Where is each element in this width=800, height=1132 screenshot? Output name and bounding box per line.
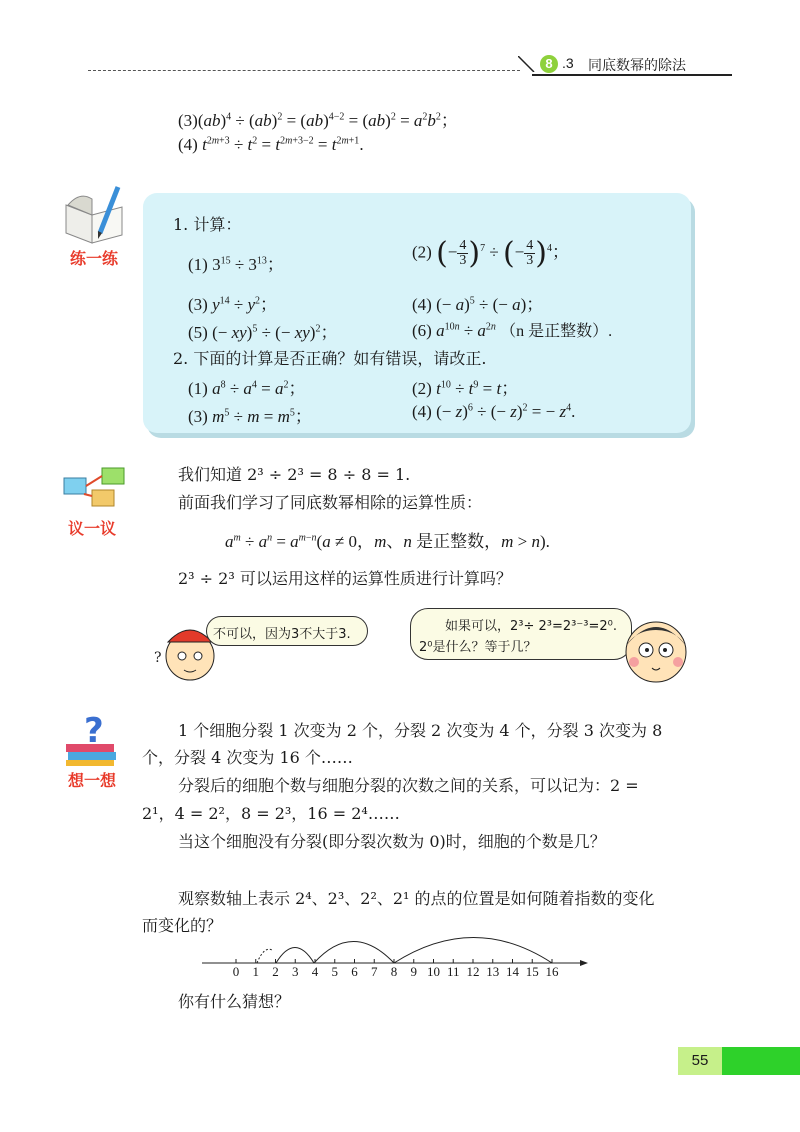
number-line-tick-label: 16 xyxy=(545,964,559,979)
number-line-tick-label: 13 xyxy=(486,964,500,979)
discuss-text-2: 前面我们学习了同底数幂相除的运算性质： xyxy=(178,493,483,512)
think-p3: 当这个细胞没有分裂(即分裂次数为 0)时，细胞的个数是几？ xyxy=(178,832,606,851)
number-line-tick-label: 9 xyxy=(410,964,417,979)
practice-q2: 2. 下面的计算是否正确？如有错误，请改正. xyxy=(173,349,487,368)
practice-label: 练一练 xyxy=(70,249,119,268)
number-line-tick-label: 5 xyxy=(331,964,338,979)
section-title: 同底数幂的除法 xyxy=(588,58,686,74)
think-label: 想一想 xyxy=(68,771,117,790)
number-line-tick-label: 2 xyxy=(272,964,279,979)
number-line-tick-label: 10 xyxy=(427,964,440,979)
think-p1b: 个，分裂 4 次变为 16 个…… xyxy=(142,748,353,767)
header-rule xyxy=(88,70,520,71)
think-p2a: 分裂后的细胞个数与细胞分裂的次数之间的关系，可以记为：2 = xyxy=(178,776,639,795)
number-line-labels xyxy=(198,964,590,980)
number-line-tick-label: 6 xyxy=(351,964,358,979)
practice-item-6: (6) $a^{10n} \div a^{2n}$ （n 是正整数）. xyxy=(412,321,613,340)
practice-item-1: (1) $3^{15} \div 3^{13}$； xyxy=(188,255,284,274)
example-line-3: $(3)(ab)^4 \div (ab)^2 = (ab)^{4-2} = (ab)^2 = a^2b^2$； xyxy=(178,111,458,130)
think-p5: 你有什么猜想？ xyxy=(178,992,291,1011)
bubble-left: 不可以，因为3不大于3. xyxy=(206,616,368,646)
section-number-suffix: .3 xyxy=(562,55,574,71)
number-line-tick-label: 15 xyxy=(525,964,539,979)
discuss-formula: $a^m \div a^n = a^{m-n}(a \ne 0$，m、n 是正整数，m > n). xyxy=(225,532,550,551)
number-line-tick-label: 14 xyxy=(506,964,519,979)
discuss-text-1: 我们知道 2³ ÷ 2³ = 8 ÷ 8 = 1. xyxy=(178,465,411,484)
practice-check-4: (4) (− z)$^6$ ÷ (− z)$^2$ = − $z^4$. xyxy=(412,402,576,421)
section-number-badge: 8 xyxy=(540,55,558,73)
number-line-tick-label: 12 xyxy=(466,964,480,979)
practice-item-2: (2) (− $\frac{4}{3}$ )$^7$ ÷ (− $\frac{4}{3}$ )$^4$； xyxy=(412,236,569,271)
computers-icon xyxy=(62,464,130,514)
notebook-pencil-icon xyxy=(62,185,132,247)
example-line-4: (4) $t^{2m+3} \div t^2 = t^{2m+3-2} = t^{2m+1}$. xyxy=(178,135,364,154)
practice-item-5: (5) (− xy)$^5$ ÷ (− xy)$^2$； xyxy=(188,323,338,342)
practice-item-4: (4) (− a)$^5$ ÷ (− a)； xyxy=(412,295,544,314)
think-p1a: 1 个细胞分裂 1 次变为 2 个，分裂 2 次变为 4 个，分裂 3 次变为 8 xyxy=(178,721,663,740)
svg-text:?: ? xyxy=(84,711,104,751)
practice-q1: 1. 计算： xyxy=(173,215,242,234)
practice-check-3: (3) $m^5 \div m = m^5$； xyxy=(188,407,312,426)
header-slant xyxy=(518,56,538,72)
number-line-tick-label: 3 xyxy=(292,964,299,979)
books-question-icon xyxy=(62,708,122,768)
svg-text:?: ? xyxy=(154,650,162,666)
number-line-tick-label: 4 xyxy=(311,964,319,979)
think-p4a: 观察数轴上表示 2⁴、2³、2²、2¹ 的点的位置是如何随着指数的变化 xyxy=(178,889,655,908)
practice-check-1: (1) $a^8 \div a^4 = a^2$； xyxy=(188,379,306,398)
student-right-icon xyxy=(618,608,694,688)
think-p2b: 2¹，4 = 2²，8 = 2³，16 = 2⁴…… xyxy=(142,804,400,823)
bubble-right: 如果可以，2³÷ 2³=2³⁻³=2⁰. 2⁰是什么？等于几？ xyxy=(410,608,632,660)
discuss-text-3: 2³ ÷ 2³ 可以运用这样的运算性质进行计算吗？ xyxy=(178,569,512,588)
page-number: 55 xyxy=(678,1047,722,1075)
practice-item-3: (3) $y^{14} \div y^2$； xyxy=(188,295,278,314)
number-line-tick-label: 11 xyxy=(446,964,460,979)
number-line-tick-label: 0 xyxy=(232,964,240,979)
number-line-tick-label: 1 xyxy=(252,964,259,979)
number-line-tick-label: 8 xyxy=(390,964,398,979)
discuss-label: 议一议 xyxy=(68,519,117,538)
page-number-bar xyxy=(722,1047,800,1075)
think-p4b: 而变化的？ xyxy=(142,916,223,935)
practice-check-2: (2) $t^{10} \div t^9 = t$； xyxy=(412,379,519,398)
number-line-tick-label: 7 xyxy=(371,964,378,979)
